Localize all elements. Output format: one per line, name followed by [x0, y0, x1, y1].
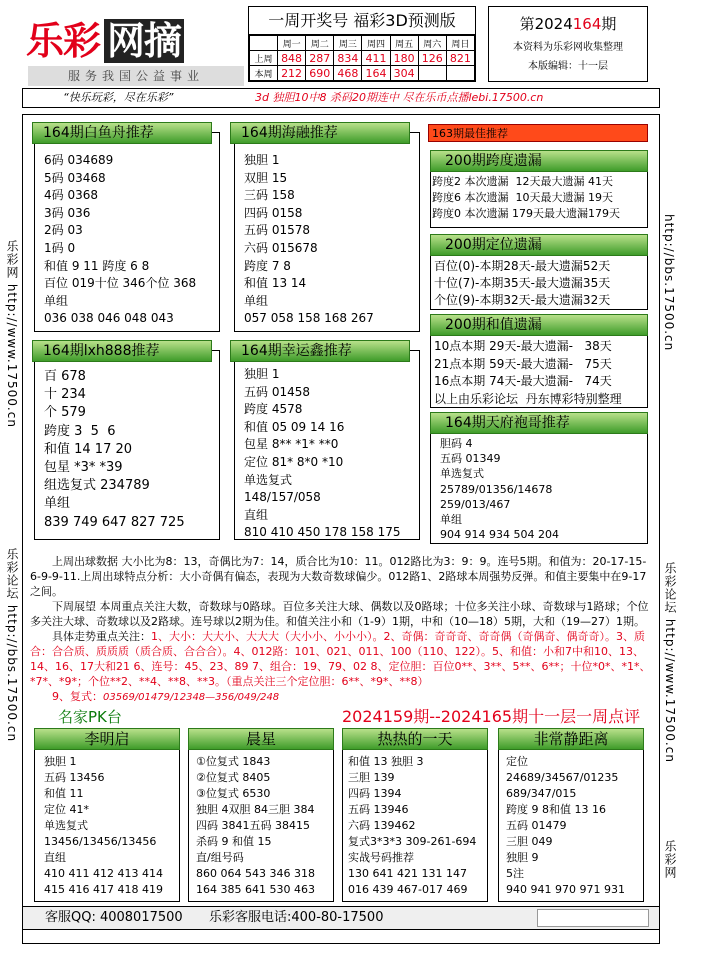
panel-baiyuzhou-body: 6码 034689 5码 03468 4码 0368 3码 036 2码 03 1码 0 和值 9 11 跨度 6 8 百位 019十位 346个位 368 单组 036 038 046 048 043	[44, 153, 197, 326]
footer-blank-field	[537, 909, 649, 927]
best-recommendation-bar: 163期最佳推荐	[428, 124, 648, 142]
side-text-left-2: 乐彩论坛 http://bbs.17500.cn	[5, 548, 19, 743]
issue-number: 164	[572, 15, 602, 33]
panel-baiyuzhou-title: 164期白鱼舟推荐	[32, 122, 212, 144]
issue-info: 第2024164期 本资料为乐彩网收集整理 本版编辑：十一层	[488, 6, 648, 82]
side-text-right-1: http://bbs.17500.cn	[662, 214, 676, 352]
banner-quote: “快乐玩彩，尽在乐彩”	[63, 91, 174, 104]
analysis-text: 上周出球数据 大小比为8：13，奇偶比为7：14，质合比为10：11。012路比为3：9：9。连号5期。和值为：20-17-15-6-9-9-11.上周出球特点分析：大小奇偶有偏态，表现为大数奇数球偏少。012路1、2路球本周强势反弹。和值主要集中在9-17之间。 下周展望 本周重点关注大数，奇数球与0路球。百位多关注大球、偶数以及0路球；十位多关注小球、奇数球与1路球；个位多关注大球、奇数球以及2路球。连号球以2期为佳。和值关注小和（1-9）1期，中和（10—18）5期，大和（19—27）1期。 具体走势重点关注：1、大小：大大小、大大大（大小小、小小小）。2、奇偶：奇奇奇、奇奇偶（奇偶奇、偶奇奇）。3、质合：合合质、质质质（质合质、合合合）。4、012路：101、021、011、100（110、122）。5、和值：小和7中和10、13、14、16、17大和21 6、连号：45、23、89 7、组合：19、79、02 8、定位胆：百位0**、3**、5**、6**；十位*0*、*1*、*7*、*9*；个位**2、**4、**8、**3。（重点关注三个定位胆：6**、*9*、**8） 9、复式：03569/01479/12348—356/049/248	[30, 555, 651, 703]
logo-brand2: 网摘	[104, 19, 184, 63]
panel-position-missing-title: 200期定位遗漏	[430, 234, 648, 256]
expert-name-3: 热热的一天	[342, 728, 488, 750]
panel-span-missing-body: 跨度2 本次遗漏 12天最大遗漏 41天 跨度6 本次遗漏 10天最大遗漏 19天 跨度0 本次遗漏 179天最大遗漏179天	[432, 175, 620, 220]
pk-label: 名家PK台	[58, 708, 122, 726]
side-text-right-3: 乐彩网	[663, 840, 677, 879]
footer-qq[interactable]: 客服QQ: 4008017500	[45, 910, 183, 925]
panel-hairong-title: 164期海融推荐	[230, 122, 410, 144]
promo-banner	[22, 88, 660, 108]
page-title: 一周开奖号 福彩3D预测版	[249, 7, 475, 35]
expert-name-4: 非常静距离	[498, 728, 644, 750]
side-text-right-2: 乐彩论坛 http://www.17500.cn	[663, 562, 677, 763]
footer-contact	[22, 906, 660, 930]
weekly-draw-table: 周一 周二 周三 周四 周五 周六 周日 上周 848 287 834 411 180 126 821 本周 212 690 468 164 304	[249, 35, 475, 81]
expert-body-1: 独胆 1 五码 13456 和值 11 定位 41* 单选复式 13456/13456/13456 直组 410 411 412 413 414 415 416 417 418 419	[44, 755, 163, 896]
expert-name-2: 晨星	[188, 728, 334, 750]
panel-sum-missing-body: 10点本期 29天-最大遗漏- 38天 21点本期 59天-最大遗漏- 75天 16点本期 74天-最大遗漏- 74天 以上由乐彩论坛 丹东博彩特别整理	[434, 339, 622, 406]
weekly-draw-header	[248, 6, 476, 82]
expert-body-4: 定位 24689/34567/01235 689/347/015 跨度 9 8和值 13 16 五码 01479 三胆 049 独胆 9 5注 940 941 970 971 931	[506, 755, 625, 896]
site-logo	[24, 6, 244, 86]
panel-tianfu-title: 164期天府袍哥推荐	[430, 412, 648, 434]
logo-slogan: 服务我国公益事业	[28, 66, 244, 86]
panel-position-missing-body: 百位(0)-本期28天-最大遗漏52天 十位(7)-本期35天-最大遗漏35天 个位(9)-本期32天-最大遗漏32天	[434, 259, 611, 307]
logo-brand: 乐彩	[26, 19, 101, 63]
side-text-left-1: 乐彩网 http://www.17500.cn	[5, 240, 19, 428]
panel-hairong-body: 独胆 1 双胆 15 三码 158 四码 0158 五码 01578 六码 015678 跨度 7 8 和值 13 14 单组 057 058 158 168 267	[244, 153, 374, 326]
weekly-review-title: 2024159期--2024165期十一层一周点评	[342, 707, 641, 726]
expert-name-1: 李明启	[34, 728, 180, 750]
expert-body-3: 和值 13 独胆 3 三胆 139 四码 1394 五码 13946 六码 139462 复式3*3*3 309-261-694 实战号码推荐 130 641 421 131 147 016 439 467-017 469	[348, 755, 477, 896]
panel-lxh888-title: 164期lxh888推荐	[32, 340, 212, 362]
panel-tianfu-body: 胆码 4 五码 01349 单选复式 25789/01356/14678 259/013/467 单组 904 914 934 504 204	[440, 437, 559, 542]
panel-sum-missing-title: 200期和值遗漏	[430, 314, 648, 336]
panel-lxh888-body: 百 678 十 234 个 579 跨度 3 5 6 和值 14 17 20 包星 *3* *39 组选复式 234789 单组 839 749 647 827 725	[44, 369, 185, 530]
footer-phone[interactable]: 乐彩客服电话:400-80-17500	[209, 910, 384, 925]
panel-xingyunxin-title: 164期幸运鑫推荐	[230, 340, 410, 362]
expert-body-2: ①位复式 1843 ②位复式 8405 ③位复式 6530 独胆 4双胆 84三胆 384 四码 3841五码 38415 杀码 9 和值 15 直/组号码 860 064 543 346 318 164 385 641 530 463	[196, 755, 315, 896]
panel-xingyunxin-body: 独胆 1 五码 01458 跨度 4578 和值 05 09 14 16 包星 8** *1* **0 定位 81* 8*0 *10 单选复式 148/157/058 直组 810 410 450 178 158 175	[244, 367, 401, 540]
panel-span-missing-title: 200期跨度遗漏	[430, 150, 648, 172]
banner-promo[interactable]: 3d 独胆10中8 杀码20期连中 尽在乐币点播lebi.17500.cn	[255, 91, 544, 104]
